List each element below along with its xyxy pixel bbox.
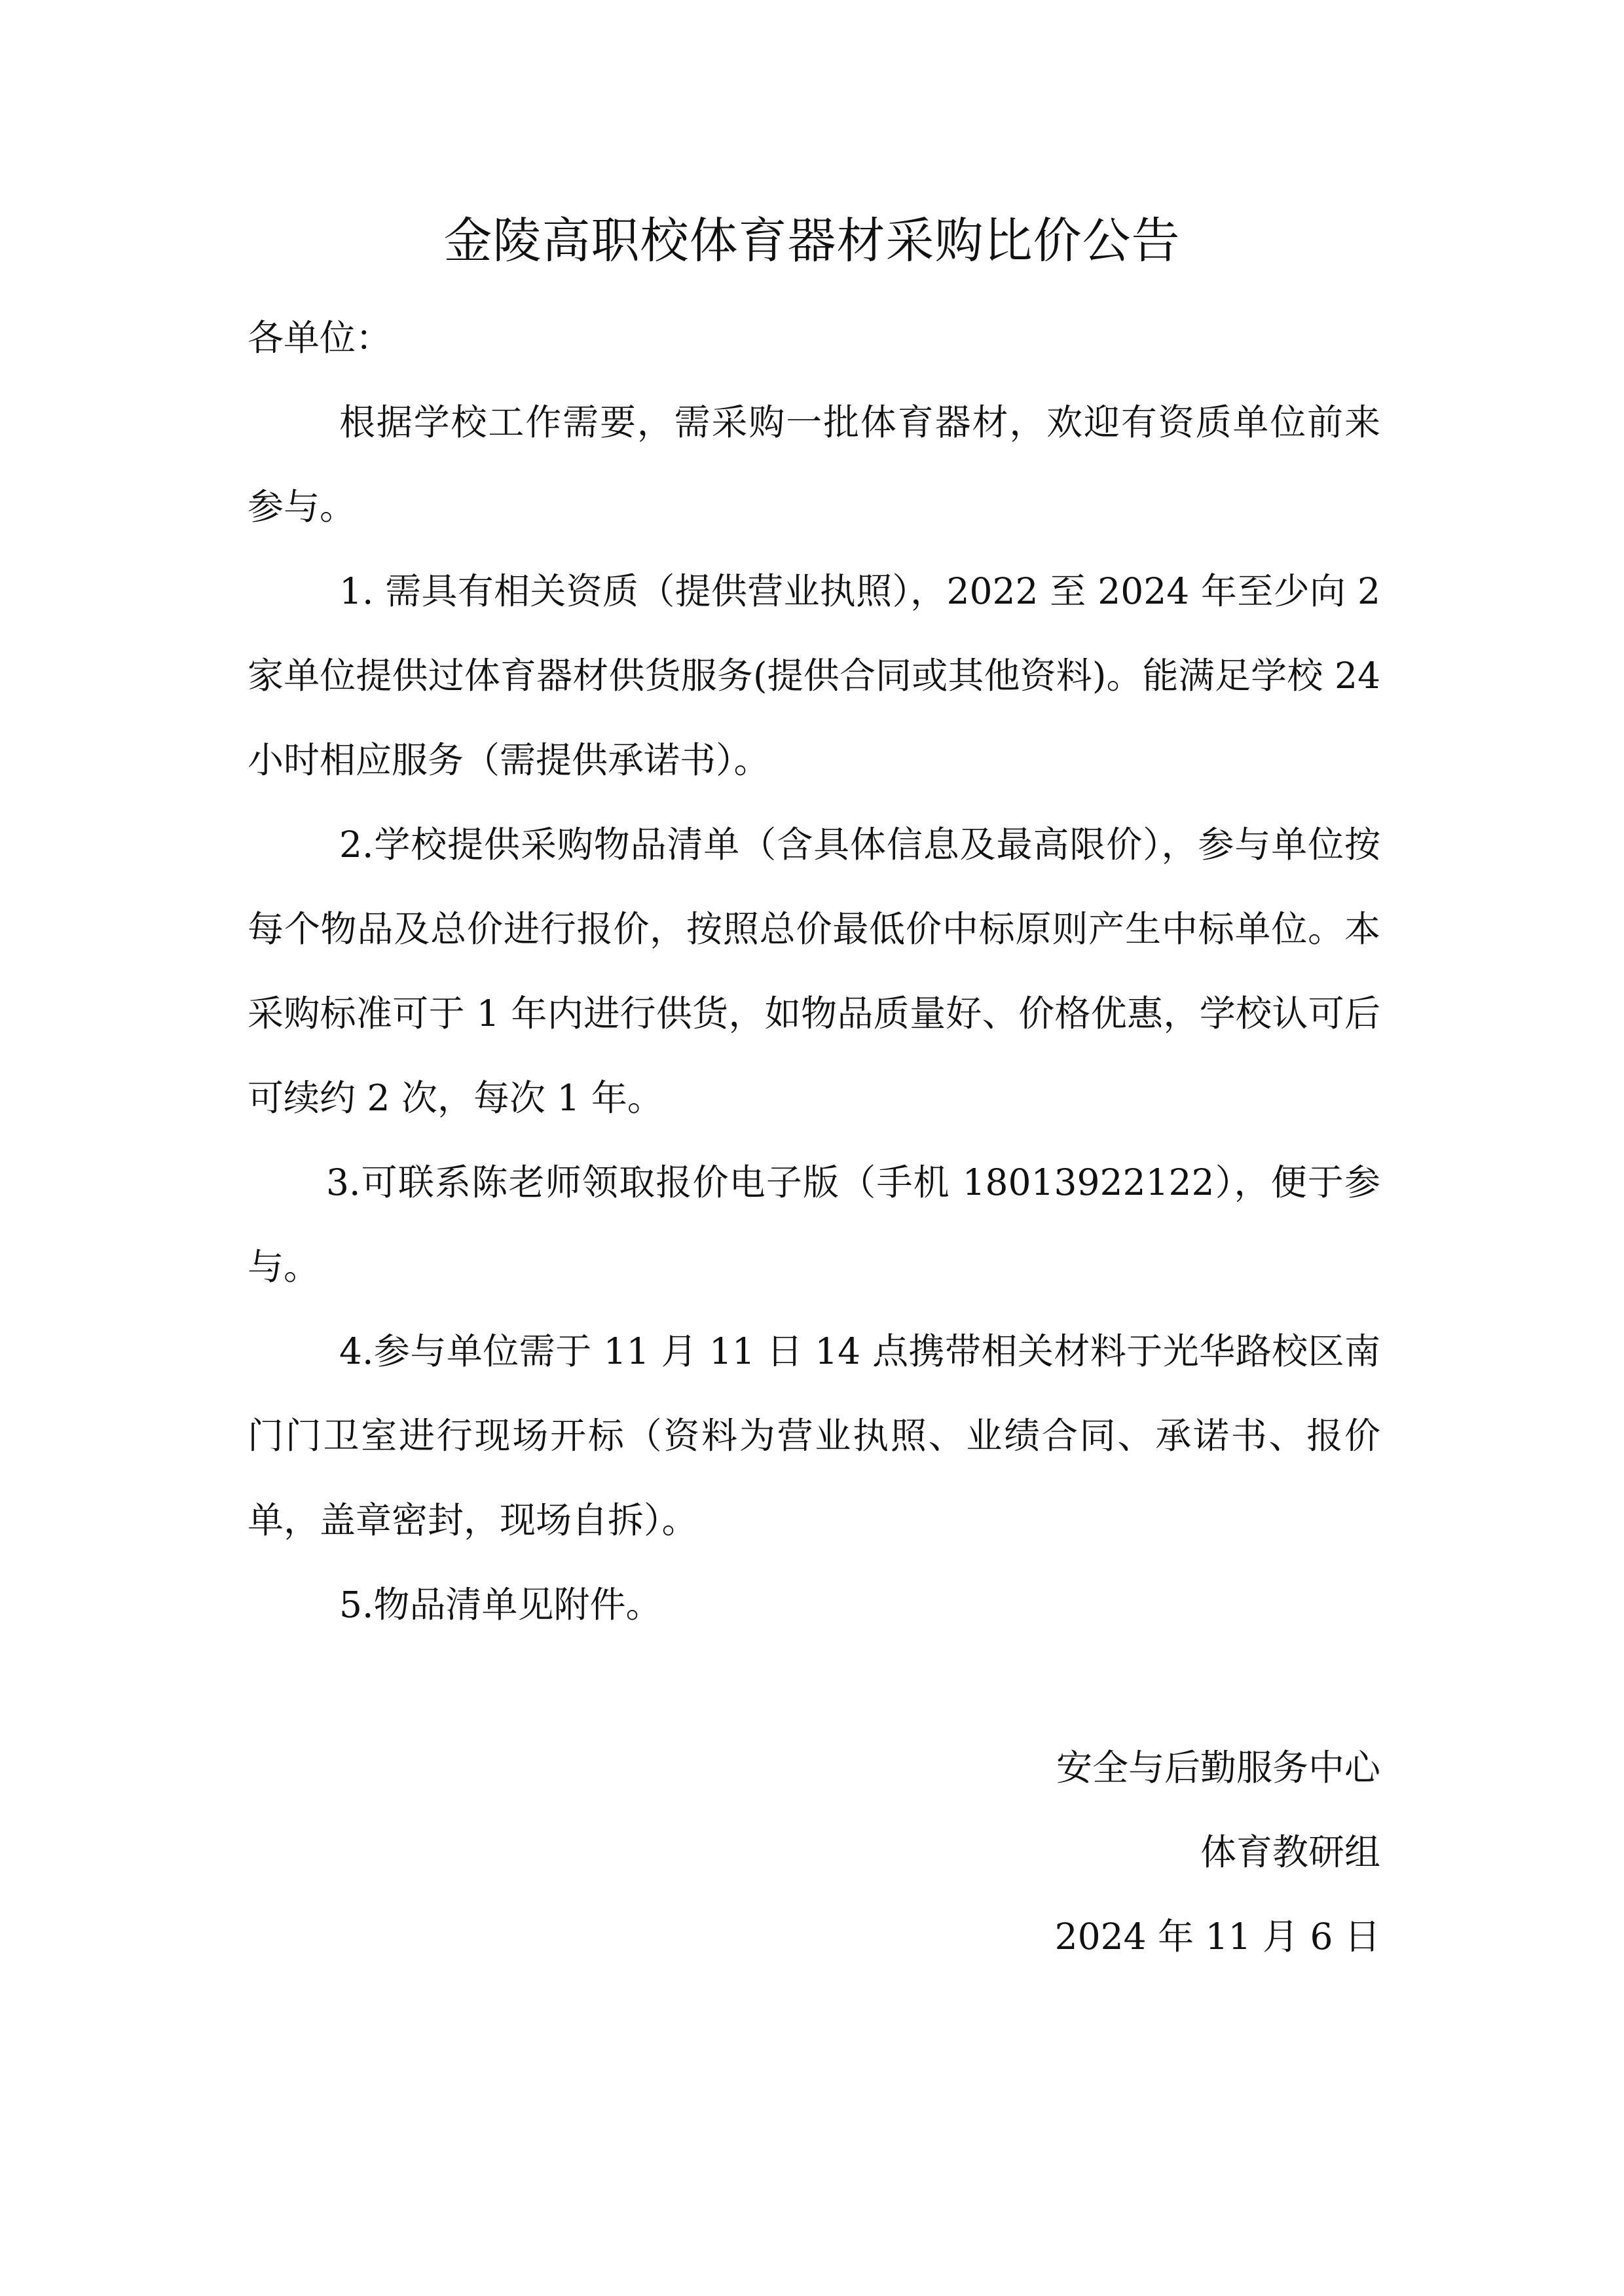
document-body — [248, 296, 1380, 1647]
signature-organization: 安全与后勤服务中心 — [1056, 1747, 1380, 1789]
signature-date: 2024 年 11 月 6 日 — [1054, 1916, 1380, 1958]
paragraph-intro: 根据学校工作需要，需采购一批体育器材，欢迎有资质单位前来参与。 — [248, 401, 1380, 528]
paragraph-item-1: 1. 需具有相关资质（提供营业执照），2022 至 2024 年至少向 2 家单位提供过体育器材供货服务(提供合同或其他资料)。能满足学校 24 小时相应服务（需提供承诺书）。 — [248, 570, 1380, 781]
page-title: 金陵高职校体育器材采购比价公告 — [443, 213, 1181, 269]
paragraph-item-4: 4.参与单位需于 11 月 11 日 14 点携带相关材料于光华路校区南门门卫室进行现场开标（资料为营业执照、业绩合同、承诺书、报价单，盖章密封，现场自拆）。 — [248, 1330, 1380, 1541]
salutation: 各单位： — [248, 317, 392, 359]
paragraph-item-2: 2.学校提供采购物品清单（含具体信息及最高限价），参与单位按每个物品及总价进行报价，按照总价最低价中标原则产生中标单位。本采购标准可于 1 年内进行供货，如物品质量好、价格优惠，学校认可后可续约 2 次，每次 1 年。 — [248, 824, 1380, 1119]
paragraph-item-3: 3.可联系陈老师领取报价电子版（手机 18013922122），便于参与。 — [248, 1161, 1380, 1288]
signature-department: 体育教研组 — [1200, 1831, 1380, 1873]
signature-block — [1055, 1726, 1380, 1979]
paragraph-item-5: 5.物品清单见附件。 — [339, 1584, 662, 1626]
